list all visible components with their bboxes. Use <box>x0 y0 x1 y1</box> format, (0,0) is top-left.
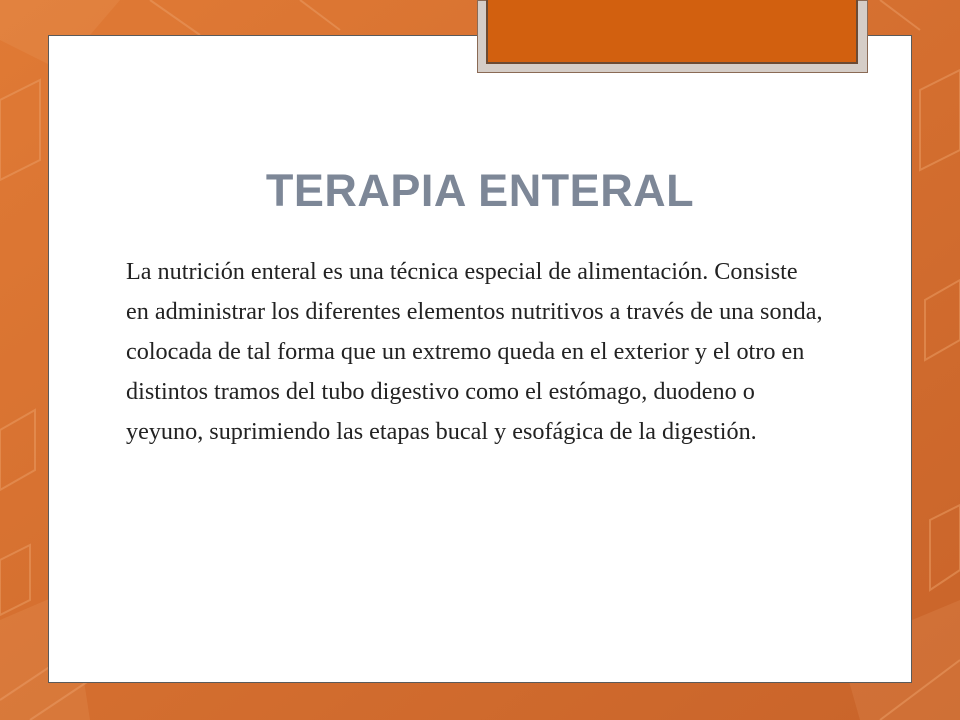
slide-title: TERAPIA ENTERAL <box>265 165 695 216</box>
decorative-tab-accent <box>486 0 858 64</box>
slide-body-text: La nutrición enteral es una técnica especial de alimentación. Consiste en administrar los diferentes elementos nutritivos a través de una sonda, colocada de tal forma que un extremo queda en el exterior y el otro en distintos tramos del tubo digestivo como el estómago, duodeno o yeyuno, suprimiendo las etapas bucal y esofágica de la digestión. <box>126 258 823 445</box>
